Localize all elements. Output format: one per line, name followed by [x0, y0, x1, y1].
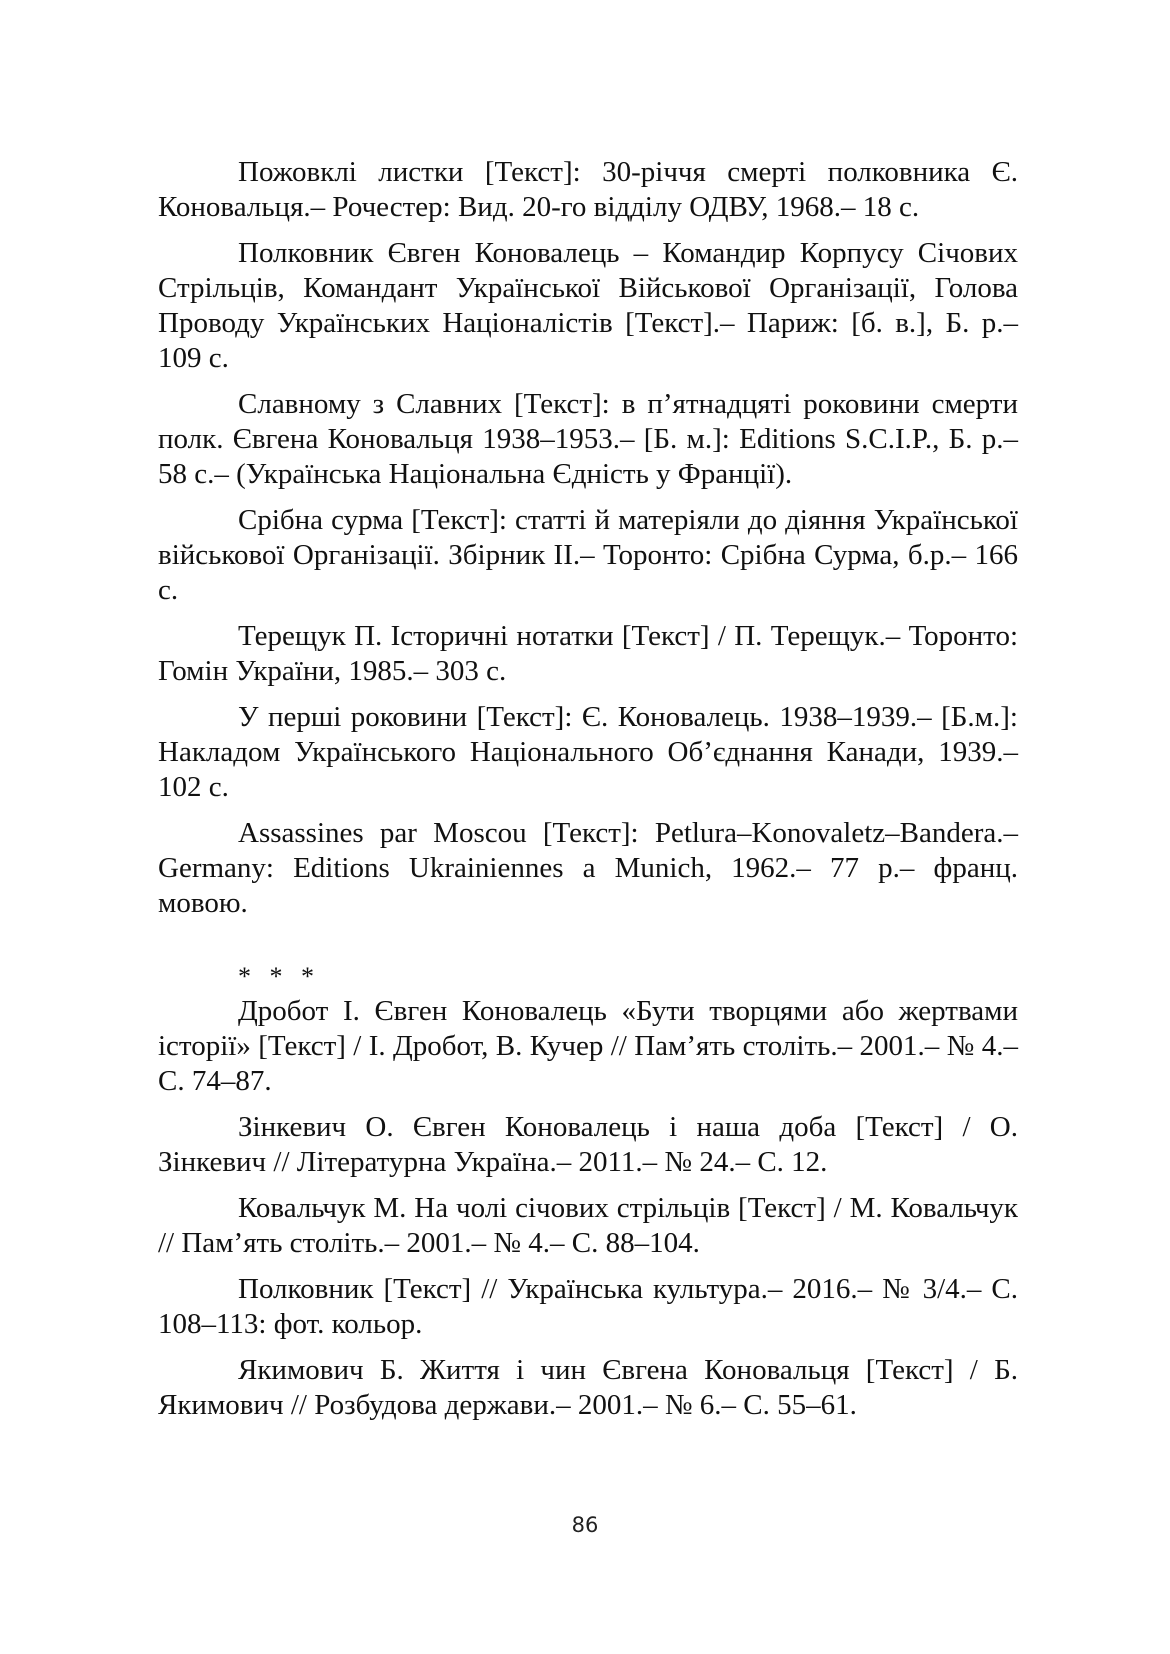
bibliography-entry: Полковник [Текст] // Українська культура.– 2016.– № 3/4.– С. 108–113: фот. кольор.: [158, 1273, 1018, 1340]
bibliography-entry: Пожовклі листки [Текст]: 30-річчя смерті полковника Є. Коновальця.– Рочестер: Вид. 20-го відділу ОДВУ, 1968.– 18 с.: [158, 156, 1018, 223]
bibliography-entry: Зінкевич О. Євген Коновалець і наша доба [Текст] / О. Зінкевич // Літературна Україна.– 2011.– № 24.– С. 12.: [158, 1111, 1018, 1178]
bibliography-entry: Полковник Євген Коновалець – Командир Корпусу Січових Стрільців, Командант Української Військової Організації, Голова Проводу Українських Націоналістів [Текст].– Париж: [б. в.], Б. р.– 109 с.: [158, 237, 1018, 374]
bibliography-entry: Якимович Б. Життя і чин Євгена Коновальця [Текст] / Б. Якимович // Розбудова держави.– 2001.– № 6.– С. 55–61.: [158, 1354, 1018, 1421]
bibliography-entry: Assassines par Moscou [Текст]: Petlura–Konovaletz–Bandera.– Germany: Editions Ukrainiennes a Munich, 1962.– 77 p.– франц. мовою.: [158, 817, 1018, 919]
bibliography-entry: Дробот І. Євген Коновалець «Бути творцями або жертвами історії» [Текст] / І. Дробот, В. Кучер // Пам’ять століть.– 2001.– № 4.– С. 74–87.: [158, 995, 1018, 1097]
bibliography-entry: Терещук П. Історичні нотатки [Текст] / П. Терещук.– Торонто: Гомін України, 1985.– 303 с.: [158, 620, 1018, 687]
bibliography-entry: У перші роковини [Текст]: Є. Коновалець. 1938–1939.– [Б.м.]: Накладом Українського Національного Об’єднання Канади, 1939.– 102 с.: [158, 701, 1018, 803]
bibliography-section-articles: [158, 994, 1018, 1423]
bibliography-entry: Срібна сурма [Текст]: статті й матеріяли до діяння Української військової Організації. Збірник II.– Торонто: Срібна Сурма, б.р.– 166 с.: [158, 504, 1018, 606]
bibliography-entry: Славному з Славних [Текст]: в п’ятнадцяті роковини смерти полк. Євгена Коновальця 1938–1953.– [Б. м.]: Editions S.C.I.P., Б. р.– 58 с.– (Українська Національна Єдність у Франції).: [158, 388, 1018, 490]
page-number: 86: [571, 1513, 599, 1537]
section-separator: * * *: [238, 962, 320, 991]
bibliography-entry: Ковальчук М. На чолі січових стрільців [Текст] / М. Ковальчук // Пам’ять століть.– 2001.– № 4.– С. 88–104.: [158, 1192, 1018, 1259]
bibliography-text: [158, 155, 1018, 1434]
